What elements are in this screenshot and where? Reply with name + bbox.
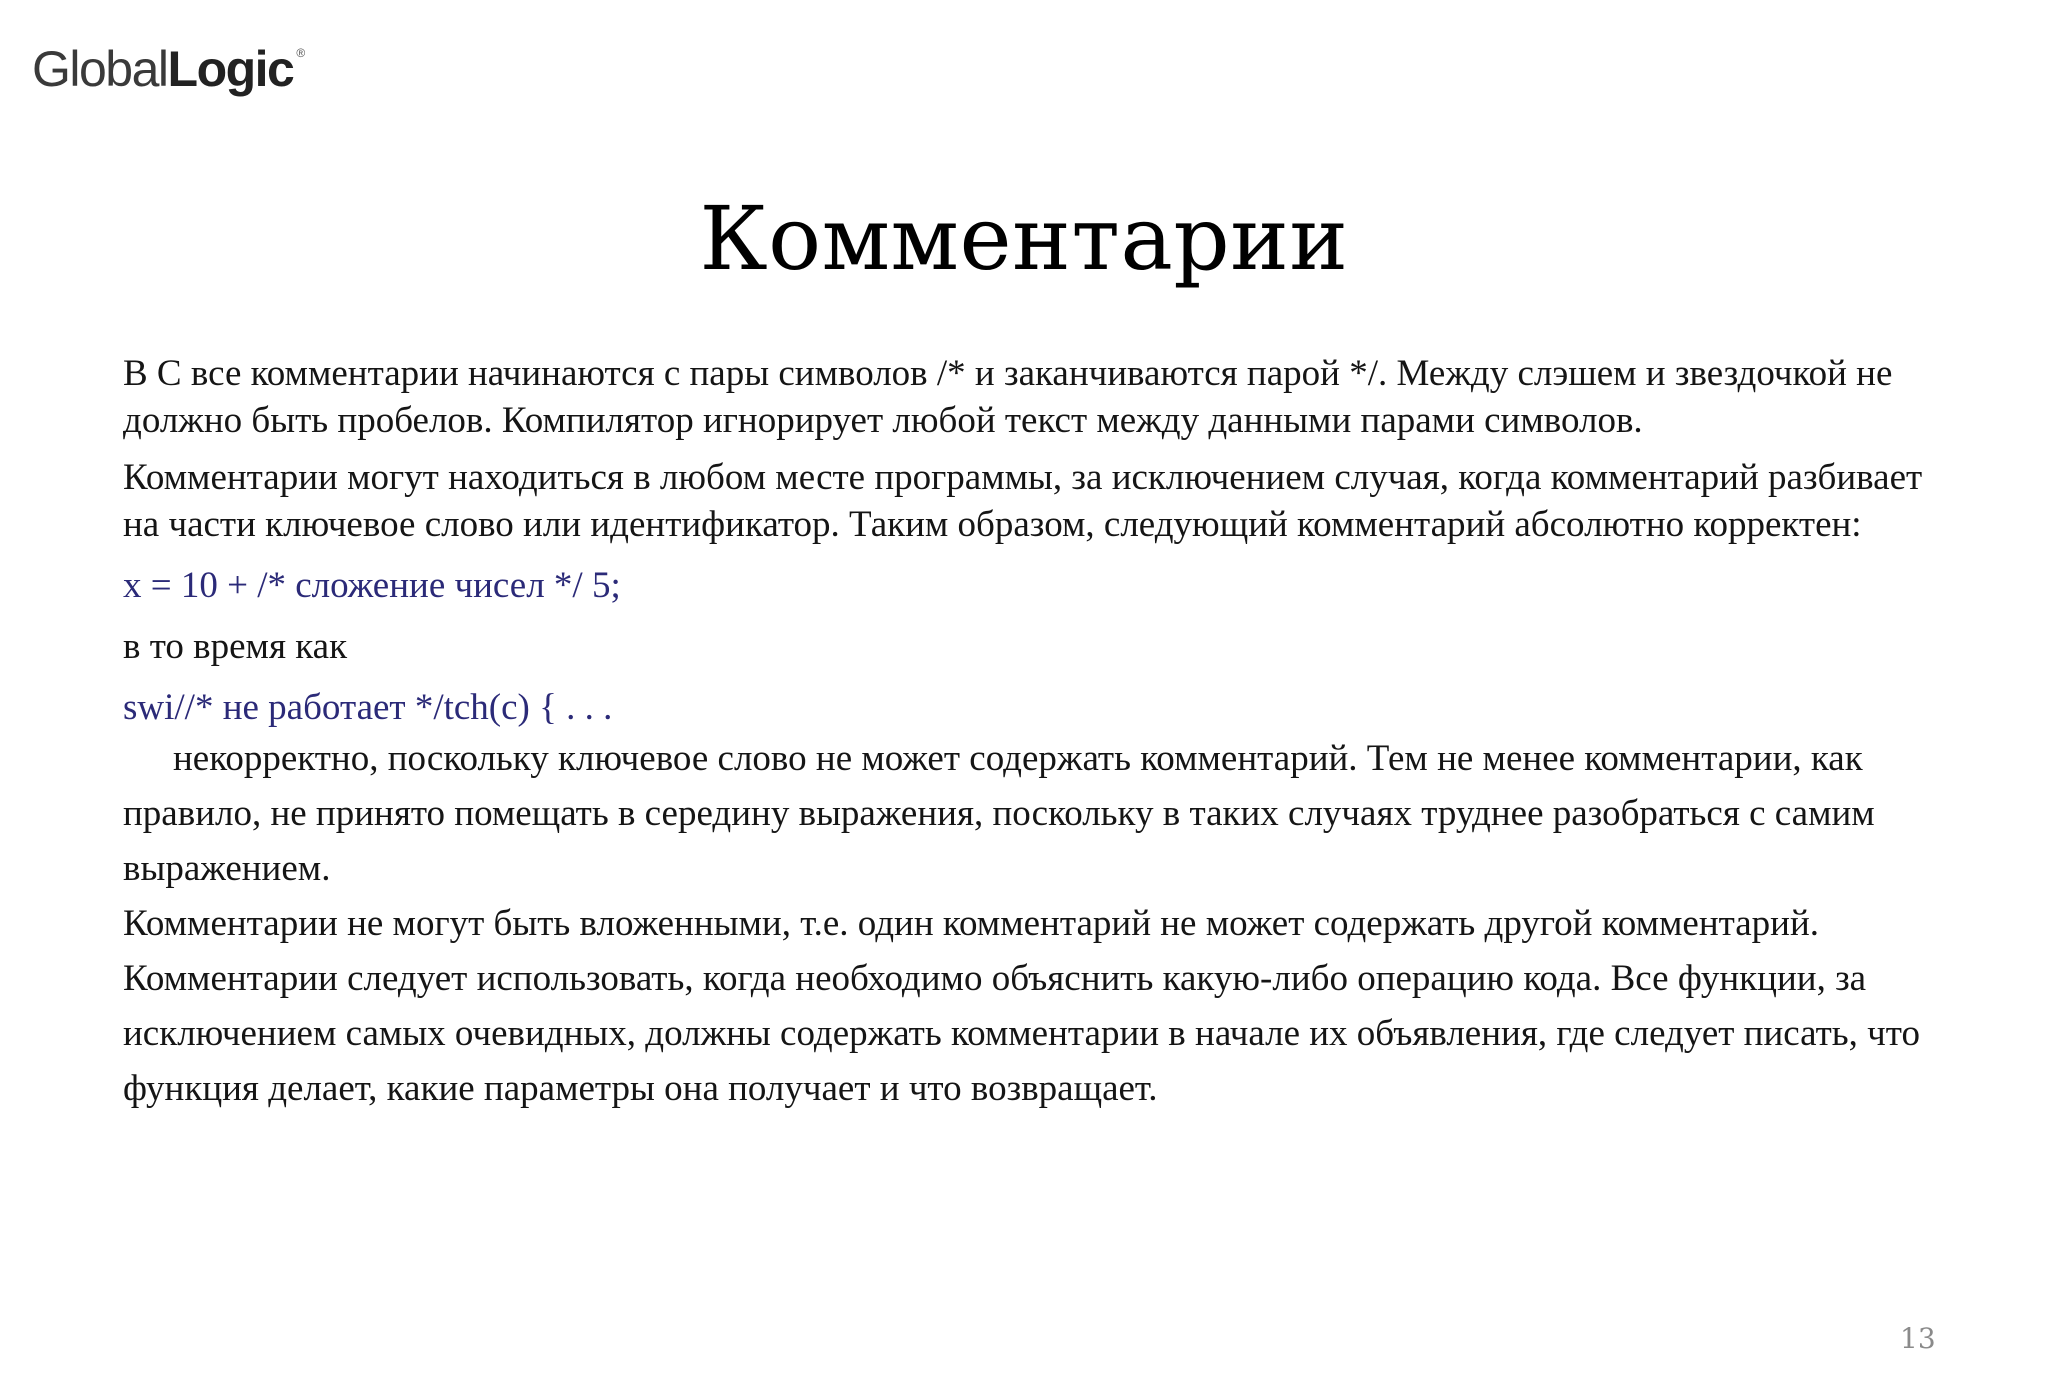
paragraph-comment-placement: Комментарии могут находиться в любом месте программы, за исключением случая, когда комментарий разбивает на части ключевое слово или идентификатор. Таким образом, следующий комментарий абсолютно корректен: — [123, 457, 1923, 545]
slide-body — [123, 350, 1953, 1116]
page-number: 13 — [1900, 1322, 1936, 1355]
paragraph-comment-syntax: В С все комментарии начинаются с пары символов /* и заканчиваются парой */. Между слэшем и звездочкой не должно быть пробелов. Компилятор игнорирует любой текст между данными парами символов. — [123, 353, 1893, 441]
globallogic-logo — [32, 40, 304, 110]
logo-text-global: Global — [32, 41, 168, 97]
paragraph-whereas: в то время как — [123, 626, 348, 667]
paragraph-usage-advice: Комментарии следует использовать, когда необходимо объяснить какую-либо операцию кода. Все функции, за исключением самых очевидных, должны содержать комментарии в начале их объявления, где следует писать, что функция делает, какие параметры она получает и что возвращает. — [123, 958, 1920, 1109]
paragraph-no-nesting: Комментарии не могут быть вложенными, т.е. один комментарий не может содержать другой комментарий. — [123, 903, 1820, 944]
code-example-correct: x = 10 + /* сложение чисел */ 5; — [123, 565, 621, 606]
paragraph-incorrect-explanation: некорректно, поскольку ключевое слово не может содержать комментарий. Тем не менее комментарии, как правило, не принято помещать в середину выражения, поскольку в таких случаях труднее разобраться с самим выражением. — [123, 738, 1875, 889]
code-example-incorrect: swi//* не работает */tch(c) { . . . — [123, 687, 613, 728]
logo-text-logic: Logic — [167, 41, 294, 97]
logo-registered-mark: ® — [296, 46, 304, 60]
slide-title: Комментарии — [699, 186, 1349, 290]
